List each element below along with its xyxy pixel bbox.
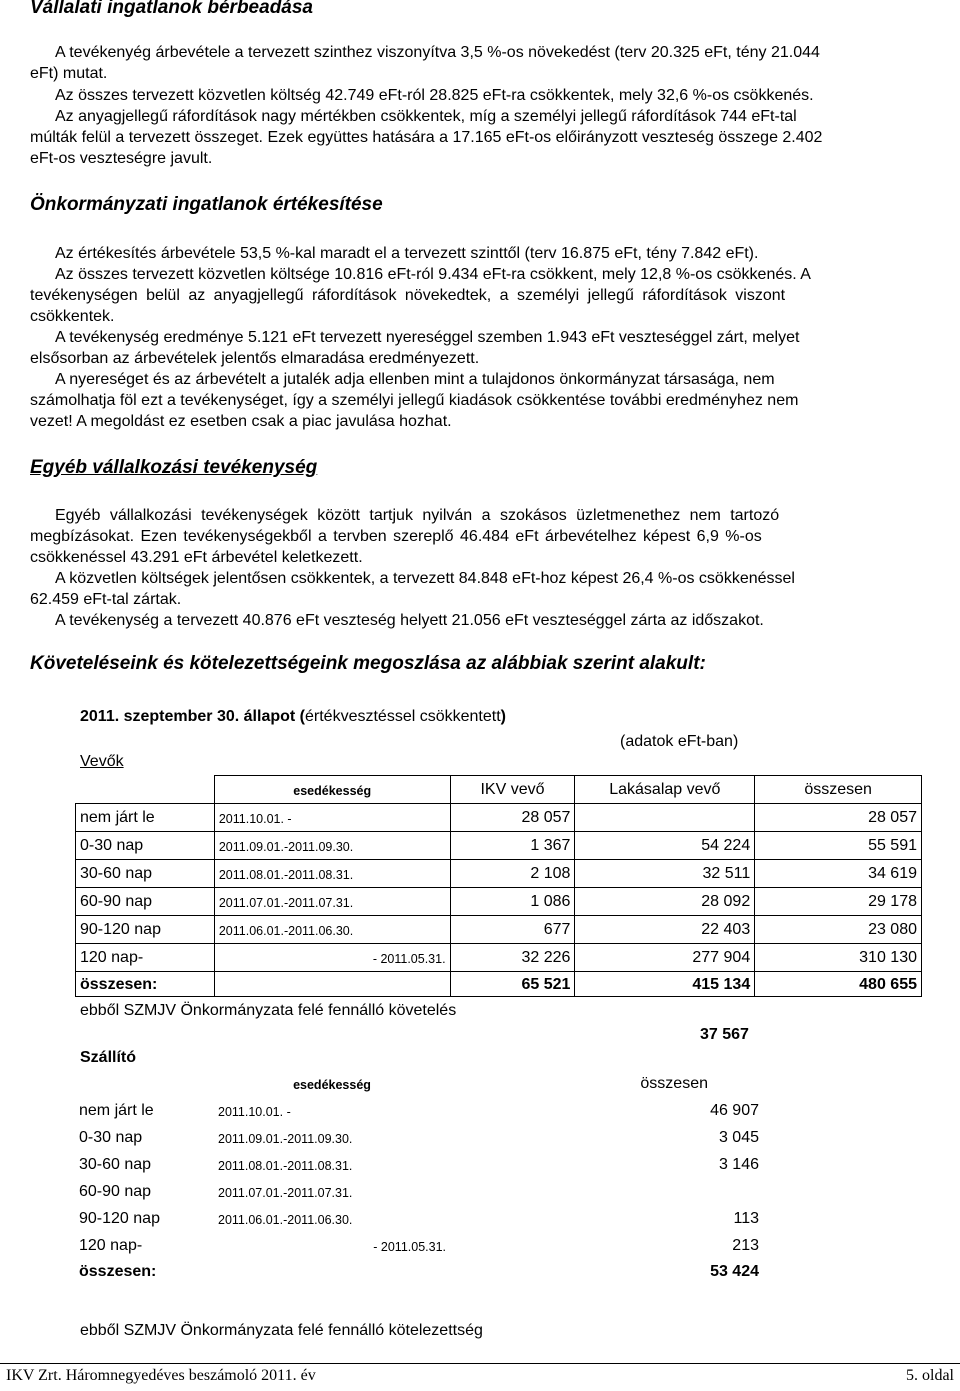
table-row: 60-90 nap 2011.07.01.-2011.07.31.	[79, 1183, 353, 1200]
section-title-koveteles: Követeléseink és kötelezettségeink megoszlása az alábbiak szerint alakult:	[30, 653, 706, 674]
paragraph-line: számolhatja föl ezt a tevékenységet, így a személyi jellegű kiadások csökkentése további eredményhez nem	[30, 392, 799, 409]
paragraph-line: vezet! A megoldást ez esetben csak a piac javulása hozhat.	[30, 413, 452, 430]
table-row: 90-120 nap 2011.06.01.-2011.06.30. 113	[79, 1210, 759, 1227]
section-title-berbeadas: Vállalati ingatlanok bérbeadása	[30, 0, 313, 18]
paragraph-line: megbízásokat. Ezen tevékenységekből a tervben szereplő 46.484 eFt árbevételhez képest 6,9 %-os	[30, 528, 762, 545]
column-header: összesen	[640, 1075, 708, 1092]
receivable-note: ebből SZMJV Önkormányzata felé fennálló követelés	[80, 1002, 457, 1019]
status-date: 2011. szeptember 30. állapot (értékvesztéssel csökkentett)	[80, 708, 506, 725]
column-header: IKV vevő	[450, 776, 575, 804]
table-total-row: összesen: 65 521 415 134 480 655	[76, 972, 922, 997]
table-row: 120 nap- - 2011.05.31. 213	[79, 1237, 759, 1254]
paragraph-line: A nyereséget és az árbevételt a jutalék adja ellenben mint a tulajdonos önkormányzat társasága, nem	[55, 371, 775, 388]
receivable-note-value: 37 567	[700, 1026, 749, 1043]
paragraph-line: Egyéb vállalkozási tevékenységek között tartjuk nyilván a szokásos üzletmenethez nem tartozó	[55, 507, 780, 524]
table-row: 90-120 nap 2011.06.01.-2011.06.30. 677 22 403 23 080	[76, 916, 922, 944]
paragraph-line: csökkenéssel 43.291 eFt árbevétel keletkezett.	[30, 549, 363, 566]
footer-divider	[0, 1363, 960, 1364]
vevok-label: Vevők	[80, 753, 124, 770]
paragraph-line: A tevékenység eredménye 5.121 eFt tervezett nyereséggel szemben 1.943 eFt veszteséggel zárt, melyet	[55, 329, 800, 346]
table-row: 30-60 nap 2011.08.01.-2011.08.31. 2 108 32 511 34 619	[76, 860, 922, 888]
table-row: 30-60 nap 2011.08.01.-2011.08.31. 3 146	[79, 1156, 759, 1173]
szallito-table	[75, 1070, 763, 1283]
paragraph-line: Az értékesítés árbevétele 53,5 %-kal maradt el a tervezett szinttől (terv 16.875 eFt, tény 7.842 eFt).	[55, 245, 759, 262]
paragraph-line: csökkentek.	[30, 308, 115, 325]
paragraph-line: tevékenységen belül az anyagjellegű ráfordítások növekedtek, a személyi jellegű ráfordítások viszont	[30, 287, 786, 304]
table-total-row: összesen: 53 424	[79, 1262, 759, 1280]
payable-note: ebből SZMJV Önkormányzata felé fennálló kötelezettség	[80, 1322, 483, 1339]
paragraph-line: Az összes tervezett közvetlen költség 42.749 eFt-ról 28.825 eFt-ra csökkentek, mely 32,6 %-os csökkenés.	[55, 87, 814, 104]
column-header: Lakásalap vevő	[575, 776, 755, 804]
paragraph-line: Az összes tervezett közvetlen költsége 10.816 eFt-ról 9.434 eFt-ra csökkent, mely 12,8 %-os csökkenés. A	[55, 266, 811, 283]
paragraph-line: A tevékenyég árbevétele a tervezett szinthez viszonyítva 3,5 %-os növekedést (terv 20.325 eFt, tény 21.044	[55, 44, 820, 61]
table-row: 120 nap- - 2011.05.31. 32 226 277 904 310 130	[76, 944, 922, 972]
table-row: 0-30 nap 2011.09.01.-2011.09.30. 1 367 54 224 55 591	[76, 832, 922, 860]
column-header: esedékesség	[214, 776, 450, 804]
paragraph-line: Az anyagjellegű ráfordítások nagy mértékben csökkentek, míg a személyi jellegű ráfordítások 744 eFt-tal	[55, 108, 797, 125]
paragraph-line: elsősorban az árbevételek jelentős elmaradása eredményezett.	[30, 350, 480, 367]
unit-note: (adatok eFt-ban)	[620, 733, 739, 750]
section-title-egyeb: Egyéb vállalkozási tevékenység	[30, 457, 318, 478]
column-header: összesen	[755, 776, 922, 804]
table-row: nem járt le 2011.10.01. - 46 907	[79, 1102, 759, 1119]
section-title-ertekesites: Önkormányzati ingatlanok értékesítése	[30, 194, 383, 215]
footer-left: IKV Zrt. Háromnegyedéves beszámoló 2011. év	[6, 1367, 316, 1384]
page-number: 5. oldal	[906, 1367, 954, 1384]
table-row: 0-30 nap 2011.09.01.-2011.09.30. 3 045	[79, 1129, 759, 1146]
paragraph-line: eFt) mutat.	[30, 65, 108, 82]
table-row: 60-90 nap 2011.07.01.-2011.07.31. 1 086 28 092 29 178	[76, 888, 922, 916]
paragraph-line: eFt-os veszteségre javult.	[30, 150, 213, 167]
paragraph-line: A tevékenység a tervezett 40.876 eFt veszteség helyett 21.056 eFt veszteséggel zárta az időszakot.	[55, 612, 764, 629]
table-header-row	[75, 1070, 763, 1097]
vevok-table	[75, 775, 922, 997]
table-header-row	[76, 776, 922, 804]
paragraph-line: A közvetlen költségek jelentősen csökkentek, a tervezett 84.848 eFt-hoz képest 26,4 %-os csökkenéssel	[55, 570, 795, 587]
paragraph-line: múlták felül a tervezett összeget. Ezek együttes hatására a 17.165 eFt-os előirányzott veszteség összege 2.402	[30, 129, 823, 146]
szallito-label: Szállító	[80, 1049, 137, 1066]
column-header: esedékesség	[293, 1077, 371, 1092]
paragraph-line: 62.459 eFt-tal zártak.	[30, 591, 182, 608]
table-row: nem járt le 2011.10.01. - 28 057 28 057	[76, 804, 922, 832]
